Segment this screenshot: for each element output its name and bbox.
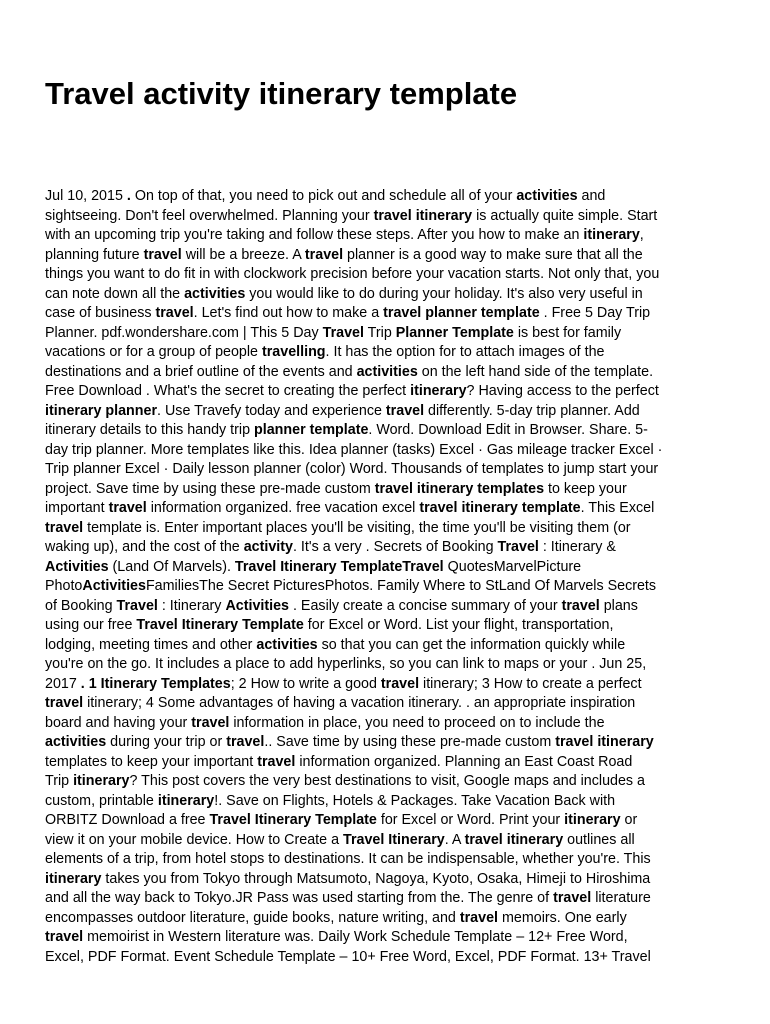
text-run: project. Save time by using these pre-made custom	[45, 480, 375, 497]
text-run: is best for family	[513, 324, 622, 341]
text-run: templates to keep your important	[45, 753, 258, 770]
text-line	[45, 285, 735, 305]
text-run: : Itinerary &	[538, 539, 616, 555]
text-run: waking up), and the cost of the	[45, 539, 244, 555]
text-run: . Word. Download Edit in Browser. Share. 5-	[368, 422, 648, 438]
document-title: Travel activity itinerary template	[45, 76, 518, 111]
text-run: . This Excel	[580, 500, 655, 516]
text-line	[45, 792, 735, 812]
bold-keyword: Travel Itinerary TemplateTravel	[234, 558, 444, 575]
bold-keyword: travel	[143, 246, 182, 263]
text-line	[45, 811, 735, 831]
bold-keyword: itinerary	[157, 792, 215, 809]
bold-keyword: itinerary	[583, 227, 640, 243]
text-line	[45, 772, 735, 792]
text-run: (Land Of Marvels).	[108, 558, 235, 575]
text-run: . Easily create a concise summary of your	[289, 597, 562, 614]
text-run: on the left hand side of the template.	[417, 363, 654, 380]
text-run: !. Save on Flights, Hotels & Packages. Take Vacation Back with	[214, 792, 616, 809]
bold-keyword: activities	[256, 636, 318, 653]
bold-keyword: itinerary	[410, 383, 467, 399]
text-run: case of business	[45, 305, 156, 321]
bold-keyword: itinerary	[564, 812, 621, 828]
text-line	[45, 733, 735, 753]
text-line	[45, 499, 735, 519]
text-run: with an upcoming trip you're taking and follow these steps. After you how to make an	[45, 227, 584, 243]
text-line	[45, 909, 735, 929]
text-run: for Excel or Word. List your flight, transportation,	[303, 617, 614, 633]
bold-keyword: travel	[226, 734, 265, 750]
text-run: destinations and a brief outline of the events and	[45, 363, 357, 380]
text-line	[45, 831, 735, 851]
text-line	[45, 538, 735, 558]
text-line	[45, 948, 735, 968]
text-run: of Booking	[45, 597, 117, 614]
bold-keyword: Travel	[116, 597, 158, 614]
text-run: information organized. Planning an East Coast Road	[295, 753, 633, 770]
text-run: for Excel or Word. Print your	[376, 812, 565, 828]
bold-keyword: activities	[516, 188, 578, 204]
bold-keyword: travel planner template	[383, 305, 540, 321]
text-line	[45, 675, 735, 695]
text-run: memoirs. One early	[498, 909, 627, 926]
bold-keyword: travel itinerary	[464, 831, 564, 848]
bold-keyword: travel	[108, 500, 147, 516]
bold-keyword: travel itinerary	[555, 734, 654, 750]
bold-keyword: travel	[553, 890, 592, 906]
text-run: vacations or for a group of people	[45, 344, 262, 360]
bold-keyword: activities	[356, 363, 418, 380]
text-line	[45, 655, 735, 675]
text-line	[45, 363, 735, 383]
text-run: Trip	[45, 773, 74, 789]
text-run: . It has the option for to attach images of the	[325, 344, 605, 360]
text-line	[45, 343, 735, 363]
text-run: view it on your mobile device. How to Create a	[45, 831, 343, 848]
text-run: during your trip or	[106, 734, 227, 750]
bold-keyword: travel	[561, 597, 600, 614]
text-line	[45, 753, 735, 773]
bold-keyword: planner template	[254, 422, 369, 438]
text-line	[45, 480, 735, 500]
text-run: things you want to do fit in with clockwork precision before your vacation starts. Not only that, you	[45, 266, 660, 282]
bold-keyword: travel	[380, 675, 420, 692]
text-run: Excel, PDF Format. Event Schedule Template – 10+ Free Word, Excel, PDF Format. 13+ Travel	[45, 948, 651, 965]
text-run: ; 2 How to write a good	[230, 675, 381, 692]
text-run: information in place, you need to proceed on to include the	[229, 714, 605, 731]
bold-keyword: Travel Itinerary	[343, 831, 445, 848]
text-run: information organized. free vacation excel	[146, 500, 420, 516]
text-run: . It's a very . Secrets of Booking	[292, 539, 498, 555]
text-line	[45, 187, 735, 207]
text-run: ORBITZ Download a free	[45, 812, 210, 828]
bold-keyword: itinerary	[45, 870, 102, 887]
bold-keyword: Activities	[225, 597, 290, 614]
text-run: encompasses outdoor literature, guide books, nature writing, and	[45, 909, 460, 926]
bold-keyword: travel	[155, 305, 194, 321]
text-line	[45, 421, 735, 441]
text-run: and	[577, 188, 606, 204]
text-run: : Itinerary	[157, 597, 226, 614]
text-line	[45, 889, 735, 909]
text-run: QuotesMarvelPicture	[443, 558, 582, 575]
text-run: will be a breeze. A	[181, 246, 305, 263]
text-run: lodging, meeting times and other	[45, 636, 257, 653]
text-line	[45, 324, 735, 344]
text-line	[45, 714, 735, 734]
text-run: itinerary details to this handy trip	[45, 422, 254, 438]
text-run: On top of that, you need to pick out and schedule all of your	[130, 188, 517, 204]
bold-keyword: travel	[191, 714, 230, 731]
text-run: you would like to do during your holiday. It's also very useful in	[245, 285, 643, 302]
text-run: Photo	[45, 578, 83, 594]
text-run: to keep your	[544, 480, 627, 497]
text-run: . Free 5 Day Trip	[539, 305, 651, 321]
text-run: 2017	[45, 675, 81, 692]
bold-keyword: travel	[45, 519, 84, 536]
text-run: ? Having access to the perfect	[466, 383, 659, 399]
bold-keyword: Travel Itinerary Template	[136, 617, 304, 633]
text-run: you're on the go. It includes a place to add hyperlinks, so you can link to maps or your . Jun 25,	[45, 656, 647, 672]
bold-keyword: travel	[459, 909, 499, 926]
text-run: or	[620, 812, 638, 828]
text-run: sightseeing. Don't feel overwhelmed. Planning your	[45, 207, 374, 224]
text-run: important	[45, 500, 109, 516]
text-line	[45, 558, 735, 578]
text-run: is actually quite simple. Start	[472, 207, 658, 224]
text-run: outlines all	[563, 831, 635, 848]
text-run: elements of a trip, from hotel stops to destinations. It can be indispensable, whether you're. This	[45, 851, 651, 867]
bold-keyword: travel	[45, 929, 84, 945]
text-run: Planner. pdf.wondershare.com | This 5 Day	[45, 324, 323, 341]
text-run: can note down all the	[45, 285, 185, 302]
text-run: plans	[599, 597, 638, 614]
bold-keyword: itinerary planner	[45, 402, 158, 419]
bold-keyword: Travel	[322, 324, 364, 341]
text-line	[45, 850, 735, 870]
bold-keyword: Planner Template	[395, 324, 514, 341]
text-run: Free Download . What's the secret to creating the perfect	[45, 383, 411, 399]
text-run: itinerary; 4 Some advantages of having a vacation itinerary. . an appropriate inspiration	[83, 695, 636, 711]
text-line	[45, 460, 735, 480]
text-run: day trip planner. More templates like this. Idea planner (tasks) Excel · Gas mileage tracker Excel ·	[45, 441, 663, 458]
text-run: . Use Travefy today and experience	[157, 402, 386, 419]
text-line	[45, 265, 735, 285]
bold-keyword: travel	[304, 246, 344, 263]
text-line	[45, 577, 735, 597]
bold-keyword: Travel	[497, 539, 539, 555]
text-run: Trip	[363, 324, 396, 341]
text-run: planning future	[45, 246, 144, 263]
bold-keyword: .	[126, 188, 131, 204]
text-run: memoirist in Western literature was. Daily Work Schedule Template – 12+ Free Word,	[83, 929, 628, 945]
text-line	[45, 870, 735, 890]
text-run: Jul 10, 2015	[45, 188, 127, 204]
text-run: FamiliesThe Secret PicturesPhotos. Family Where to StLand Of Marvels Secrets	[145, 578, 657, 594]
bold-keyword: Activities	[82, 578, 146, 594]
text-line	[45, 207, 735, 227]
text-run: so that you can get the information quickly while	[317, 636, 626, 653]
text-run: and all the way back to Tokyo.JR Pass was used starting from the. The genre of	[45, 890, 554, 906]
bold-keyword: travel	[385, 402, 425, 419]
text-line	[45, 402, 735, 422]
text-run: .. Save time by using these pre-made custom	[264, 734, 556, 750]
text-run: ? This post covers the very best destinations to visit, Google maps and includes a	[129, 773, 645, 789]
text-run: . Let's find out how to make a	[193, 305, 384, 321]
text-run: itinerary; 3 How to create a perfect	[419, 675, 642, 692]
text-line	[45, 928, 735, 948]
text-run: takes you from Tokyo through Matsumoto, Nagoya, Kyoto, Osaka, Himeji to Hiroshima	[101, 870, 651, 887]
bold-keyword: travel itinerary	[373, 207, 473, 224]
bold-keyword: Travel Itinerary Template	[209, 812, 377, 828]
bold-keyword: Activities	[45, 558, 109, 575]
text-line	[45, 519, 735, 539]
text-run: template is. Enter important places you'll be visiting, the time you'll be visiting them (or	[83, 519, 631, 536]
text-run: using our free	[45, 617, 137, 633]
text-run: ,	[639, 227, 644, 243]
text-line	[45, 441, 735, 461]
text-run: differently. 5-day trip planner. Add	[424, 402, 640, 419]
text-line	[45, 382, 735, 402]
bold-keyword: itinerary	[73, 773, 130, 789]
text-line	[45, 694, 735, 714]
text-line	[45, 304, 735, 324]
text-line	[45, 246, 735, 266]
text-line	[45, 226, 735, 246]
text-run: custom, printable	[45, 792, 158, 809]
bold-keyword: . 1 Itinerary Templates	[80, 675, 231, 692]
text-run: Trip planner Excel · Daily lesson planner (color) Word. Thousands of templates to jump start your	[45, 461, 659, 477]
text-line	[45, 616, 735, 636]
bold-keyword: activities	[45, 734, 107, 750]
document-body	[45, 187, 735, 967]
text-run: . A	[444, 831, 465, 848]
bold-keyword: travelling	[261, 344, 326, 360]
bold-keyword: activity	[243, 539, 293, 555]
text-line	[45, 597, 735, 617]
text-run: planner is a good way to make sure that all the	[343, 246, 643, 263]
text-run: literature	[591, 890, 651, 906]
bold-keyword: travel	[45, 695, 84, 711]
text-line	[45, 636, 735, 656]
text-run: board and having your	[45, 714, 192, 731]
bold-keyword: travel	[257, 753, 296, 770]
bold-keyword: travel itinerary templates	[374, 480, 545, 497]
bold-keyword: activities	[184, 285, 246, 302]
bold-keyword: travel itinerary template	[419, 500, 581, 516]
